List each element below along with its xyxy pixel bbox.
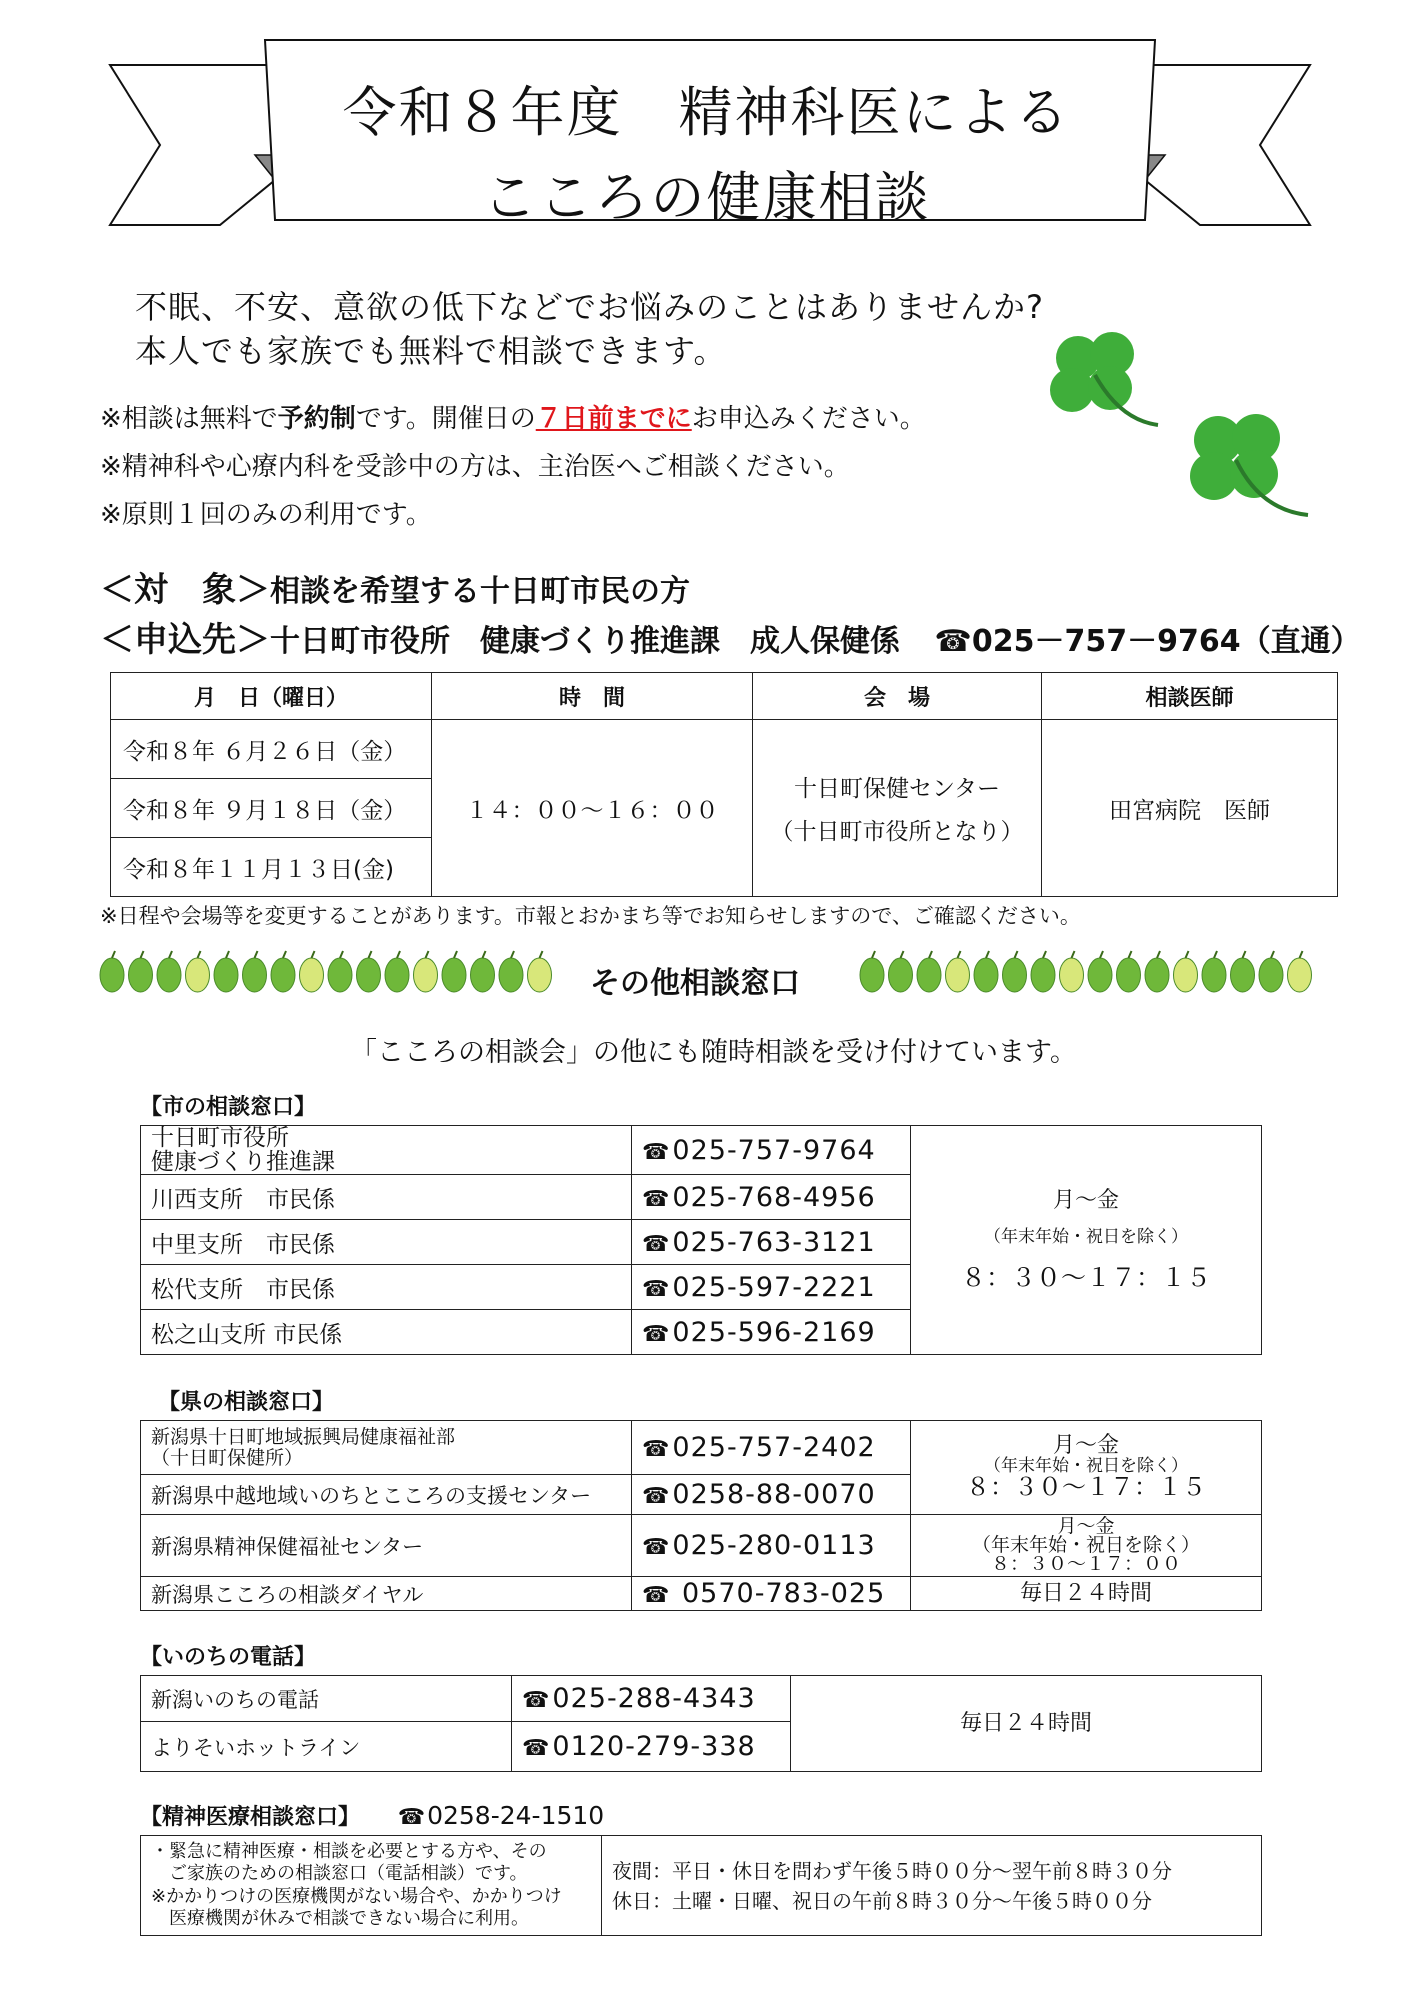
desc-line: ※かかりつけの医療機関がない場合や、かかりつけ <box>151 1885 562 1907</box>
table-header-row <box>111 673 1338 720</box>
apple-icon <box>860 951 884 992</box>
apple-icon <box>1202 951 1226 992</box>
apple-icon <box>243 951 267 992</box>
tel-number: 0258-24-1510 <box>427 1801 605 1830</box>
hours-days: 月～金 <box>1052 1188 1119 1214</box>
target-value: 相談を希望する十日町市民の方 <box>270 574 690 609</box>
hours-cell <box>911 1421 1262 1515</box>
office-cell <box>141 1421 632 1475</box>
header-time: 時 間 <box>432 673 753 720</box>
apple-icon <box>414 951 438 992</box>
tel-cell <box>632 1421 911 1475</box>
office-cell: よりそいホットライン <box>141 1722 512 1772</box>
hours-cell <box>911 1126 1262 1355</box>
phone-icon: ☎ <box>642 1231 671 1257</box>
tel-number: 0120-279-338 <box>552 1731 756 1762</box>
city-label: 【市の相談窓口】 <box>140 1095 317 1120</box>
apple-icon <box>328 951 352 992</box>
apple-icon <box>1259 951 1283 992</box>
hours-time: ８：３０～１７：１５ <box>966 1473 1206 1502</box>
hours-note: （年末年始・祝日を除く） <box>971 1534 1200 1556</box>
header-venue: 会 場 <box>753 673 1042 720</box>
psych-desc <box>141 1836 602 1936</box>
other-title: その他相談窓口 <box>590 966 800 1001</box>
tel-cell <box>632 1265 911 1310</box>
schedule-footnote: ※日程や会場等を変更することがあります。市報とおかまち等でお知らせしますので、ご確認ください。 <box>100 904 1081 928</box>
table-row <box>141 1515 1262 1577</box>
office-dept: （十日町保健所） <box>151 1446 304 1469</box>
tel-number: 025-757-2402 <box>672 1432 876 1463</box>
office-cell: 中里支所 市民係 <box>141 1220 632 1265</box>
target-line <box>100 562 690 611</box>
apple-icon <box>528 951 552 992</box>
apple-icon <box>946 951 970 992</box>
doctor-cell: 田宮病院 医師 <box>1042 720 1338 897</box>
intro-line-2: 本人でも家族でも無料で相談できます。 <box>135 332 727 370</box>
phone-icon: ☎ <box>934 624 972 659</box>
psych-tel <box>398 1801 605 1830</box>
office-name: 新潟県十日町地域振興局健康福祉部 <box>151 1425 456 1448</box>
date-cell: 令和８年 ６月２６日（金） <box>111 720 432 779</box>
note-text: ※相談は無料で <box>100 404 278 434</box>
tel-cell <box>512 1722 791 1772</box>
table-row <box>141 1577 1262 1611</box>
tel-number: 025-597-2221 <box>672 1271 876 1303</box>
apple-icon <box>889 951 913 992</box>
hours-time: ８：３０～１７：００ <box>990 1553 1181 1575</box>
hours-note: （年末年始・祝日を除く） <box>984 1455 1188 1476</box>
apple-icon <box>499 951 523 992</box>
apple-icon <box>157 951 181 992</box>
psych-label: 【精神医療相談窓口】 <box>140 1805 361 1830</box>
date-cell: 令和８年１１月１３日(金) <box>111 838 432 897</box>
apple-icon <box>917 951 941 992</box>
apple-icon <box>100 951 124 992</box>
note-treatment: ※精神科や心療内科を受診中の方は、主治医へご相談ください。 <box>100 452 850 482</box>
note-reservation <box>100 398 926 435</box>
table-row <box>141 1676 1262 1722</box>
target-label: ＜対 象＞ <box>100 570 270 610</box>
hours-cell <box>911 1515 1262 1577</box>
apple-icon <box>186 951 210 992</box>
apple-icon <box>300 951 324 992</box>
hours-days: 月～金 <box>1052 1433 1119 1459</box>
apple-icon <box>974 951 998 992</box>
time-cell: １４：００～１６：００ <box>432 720 753 897</box>
office-cell: 新潟いのちの電話 <box>141 1676 512 1722</box>
office-name: 十日町市役所 <box>151 1125 289 1151</box>
psych-line <box>140 1800 604 1831</box>
date-cell: 令和８年 ９月１８日（金） <box>111 779 432 838</box>
desc-line: ご家族のための相談窓口（電話相談）です。 <box>151 1863 528 1884</box>
tel-number: 025-596-2169 <box>672 1316 876 1348</box>
other-subtitle: 「こころの相談会」の他にも随時相談を受け付けています。 <box>350 1037 1077 1068</box>
title-line-2: こころの健康相談 <box>482 166 931 229</box>
apple-icon <box>1174 951 1198 992</box>
clover-icon <box>1040 330 1160 440</box>
hours-holiday: 休日：土曜・日曜、祝日の午前８時３０分～午後５時００分 <box>612 1888 1152 1913</box>
tel-cell <box>632 1220 911 1265</box>
apple-icon <box>1117 951 1141 992</box>
apple-icon <box>1231 951 1255 992</box>
apply-line <box>100 612 1361 661</box>
tel-cell <box>632 1515 911 1577</box>
office-cell: 松代支所 市民係 <box>141 1265 632 1310</box>
tel-cell <box>632 1310 911 1355</box>
apple-border-right <box>860 948 1320 998</box>
phone-icon: ☎ <box>642 1321 671 1347</box>
apple-border-left <box>100 948 560 998</box>
phone-icon: ☎ <box>397 1805 426 1830</box>
apple-icon <box>1031 951 1055 992</box>
office-cell: 松之山支所 市民係 <box>141 1310 632 1355</box>
hours-note: （年末年始・祝日を除く） <box>984 1227 1188 1248</box>
venue-cell <box>753 720 1042 897</box>
office-dept: 健康づくり推進課 <box>151 1149 335 1176</box>
clover-icon <box>1180 410 1310 530</box>
life-table <box>140 1675 1262 1772</box>
intro-line-1: 不眠、不安、意欲の低下などでお悩みのことはありませんか? <box>135 288 1044 326</box>
office-cell: 新潟県中越地域いのちとこころの支援センター <box>141 1475 632 1515</box>
header-date: 月 日（曜日） <box>111 673 432 720</box>
note-text: です。開催日の <box>355 404 536 434</box>
apple-icon <box>1288 951 1312 992</box>
apple-icon <box>385 951 409 992</box>
psych-hours <box>602 1836 1262 1936</box>
desc-line: 医療機関が休みで相談できない場合に利用。 <box>151 1908 529 1929</box>
venue-note: （十日町市役所となり） <box>770 819 1024 845</box>
city-table <box>140 1125 1262 1355</box>
apple-icon <box>357 951 381 992</box>
hours-cell: 毎日２４時間 <box>791 1676 1262 1772</box>
apple-icon <box>214 951 238 992</box>
apply-label: ＜申込先＞ <box>100 620 270 660</box>
tel-number: 0570-783-025 <box>672 1578 886 1609</box>
hours-time: ８：３０～１７：１５ <box>960 1262 1211 1292</box>
title-line-1: 令和８年度 精神科医による <box>342 81 1071 144</box>
pref-label: 【県の相談窓口】 <box>158 1390 335 1415</box>
office-cell: 川西支所 市民係 <box>141 1175 632 1220</box>
phone-icon: ☎ <box>642 1484 671 1509</box>
phone-icon: ☎ <box>642 1535 671 1560</box>
tel-number: 0258-88-0070 <box>672 1479 876 1510</box>
table-row <box>141 1421 1262 1475</box>
office-cell: 新潟県精神保健福祉センター <box>141 1515 632 1577</box>
note-once: ※原則１回のみの利用です。 <box>100 500 432 530</box>
apple-icon <box>1088 951 1112 992</box>
table-row <box>141 1836 1262 1936</box>
venue-name: 十日町保健センター <box>793 776 1001 802</box>
apple-icon <box>129 951 153 992</box>
tel-number: 025-280-0113 <box>672 1530 876 1561</box>
tel-cell <box>632 1175 911 1220</box>
note-text: お申込みください。 <box>691 404 926 434</box>
phone-icon: ☎ <box>642 1276 671 1302</box>
hours-night: 夜間：平日・休日を問わず午後５時００分～翌午前８時３０分 <box>612 1858 1172 1883</box>
psych-table <box>140 1835 1262 1936</box>
office-cell <box>141 1126 632 1175</box>
tel-cell <box>632 1475 911 1515</box>
apple-icon <box>1003 951 1027 992</box>
tel-number: 025-288-4343 <box>552 1683 756 1714</box>
phone-icon: ☎ <box>642 1139 671 1165</box>
apple-icon <box>471 951 495 992</box>
note-bold: 予約制 <box>277 404 356 434</box>
desc-line: ・緊急に精神医療・相談を必要とする方や、その <box>151 1840 547 1862</box>
office-cell: 新潟県こころの相談ダイヤル <box>141 1577 632 1611</box>
hours-cell: 毎日２４時間 <box>911 1577 1262 1611</box>
table-row <box>111 720 1338 779</box>
life-label: 【いのちの電話】 <box>140 1645 317 1670</box>
hours-days: 月～金 <box>1057 1515 1115 1537</box>
tel-number: 025-768-4956 <box>672 1181 876 1213</box>
phone-icon: ☎ <box>642 1583 671 1608</box>
tel-cell <box>512 1676 791 1722</box>
table-row <box>141 1126 1262 1175</box>
tel-number: 025-763-3121 <box>672 1226 876 1258</box>
phone-icon: ☎ <box>642 1186 671 1212</box>
pref-table <box>140 1420 1262 1611</box>
apple-icon <box>442 951 466 992</box>
apply-phone: 025－757－9764（直通） <box>971 624 1361 659</box>
tel-cell <box>632 1577 911 1611</box>
schedule-table <box>110 672 1338 897</box>
header-doctor: 相談医師 <box>1042 673 1338 720</box>
note-deadline: ７日前までに <box>535 404 692 434</box>
apple-icon <box>1060 951 1084 992</box>
apple-icon <box>1145 951 1169 992</box>
phone-icon: ☎ <box>642 1437 671 1462</box>
tel-cell <box>632 1126 911 1175</box>
phone-icon: ☎ <box>522 1688 551 1713</box>
phone-icon: ☎ <box>522 1736 551 1761</box>
apply-value: 十日町市役所 健康づくり推進課 成人保健係 <box>270 624 900 659</box>
tel-number: 025-757-9764 <box>672 1134 876 1166</box>
apple-icon <box>271 951 295 992</box>
